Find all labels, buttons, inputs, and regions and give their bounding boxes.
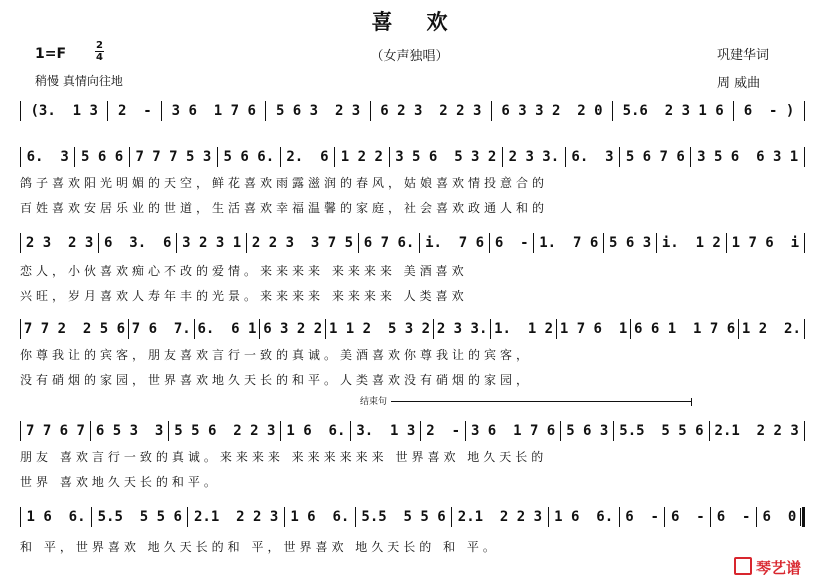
song-title: 喜欢 <box>371 10 482 34</box>
ending-bracket-tick <box>691 398 692 406</box>
measure: 3 6 1 7 6 <box>470 423 556 439</box>
staff-row-3 <box>20 232 805 254</box>
barline <box>20 101 21 121</box>
staff-row-4 <box>20 318 805 340</box>
staff-row-1 <box>20 100 805 122</box>
measure: 5 6 7 6 <box>625 149 685 165</box>
measure: 6 - ) <box>743 103 795 119</box>
measure: 5.5 5 5 6 <box>361 509 446 525</box>
measure: i. 1 2 <box>661 235 721 251</box>
measure: 6 - <box>716 509 751 525</box>
barline <box>709 421 710 441</box>
barline <box>619 507 620 527</box>
barline <box>259 319 260 339</box>
measure: 6 - <box>625 509 659 525</box>
barline <box>613 421 614 441</box>
measure: 1 6 6. <box>286 423 346 439</box>
barline <box>630 319 631 339</box>
ending-bracket-line <box>391 401 691 402</box>
barline <box>804 233 805 253</box>
measure: 5 6 3 <box>566 423 609 439</box>
watermark <box>734 557 801 578</box>
barline <box>284 507 285 527</box>
measure: 3 5 6 6 3 1 <box>697 149 799 165</box>
barline <box>491 101 492 121</box>
time-signature <box>95 40 104 63</box>
measure: 6 - <box>670 509 705 525</box>
barline <box>756 507 757 527</box>
lyric-line: 鸽子喜欢阳光明媚的天空，鲜花喜欢雨露滋润的春风，姑娘喜欢情投意合的 <box>20 176 549 190</box>
barline <box>565 147 566 167</box>
barline <box>265 101 266 121</box>
barline <box>664 507 665 527</box>
measure: 2 - <box>117 103 152 119</box>
barline <box>370 101 371 121</box>
barline <box>176 233 177 253</box>
staff-row-2 <box>20 146 805 168</box>
song-subtitle: （女声独唱） <box>370 49 449 64</box>
measure: 2.1 2 2 3 <box>714 423 799 439</box>
lyric-line: 百姓喜欢安居乐业的世道，生活喜欢幸福温馨的家庭，社会喜欢政通人和的 <box>20 201 549 215</box>
final-barline <box>802 507 805 527</box>
measure: 6 2 3 2 2 3 <box>380 103 482 119</box>
measure: 6 - <box>494 235 529 251</box>
staff-row-5 <box>20 420 805 442</box>
watermark-label: 琴艺谱 <box>755 559 801 577</box>
measure: 6. 3 <box>26 149 69 165</box>
barline <box>129 147 130 167</box>
lyric-line: 世界 喜欢地久天长的和平。 <box>20 475 220 489</box>
measure: 5 6 3 <box>608 235 652 251</box>
measure: 5 6 6 <box>81 149 124 165</box>
measure: 6 6 1 1 7 6 <box>634 321 736 337</box>
measure: 7 7 7 5 3 <box>135 149 212 165</box>
barline <box>690 147 691 167</box>
lyric-line: 和 平，世界喜欢 地久天长的和 平，世界喜欢 地久天长的 和 平。 <box>20 540 499 554</box>
barline <box>733 101 734 121</box>
barline <box>20 147 21 167</box>
lyric-line: 朋友 喜欢言行一致的真诚。来来来来 来来来来来来 世界喜欢 地久天长的 <box>20 450 548 464</box>
barline <box>20 421 21 441</box>
key-signature: 1=F <box>35 46 67 62</box>
lyric-line: 没有硝烟的家园，世界喜欢地久天长的和平。人类喜欢没有硝烟的家园， <box>20 373 533 387</box>
measure: 1 2 2 <box>340 149 383 165</box>
measure: 7 7 6 7 <box>25 423 85 439</box>
measure: 5.5 5 5 6 <box>97 509 182 525</box>
measure: 6 3. 6 <box>104 235 172 251</box>
barline <box>98 233 99 253</box>
time-signature-bottom: 4 <box>96 52 103 63</box>
barline <box>91 507 92 527</box>
composer-credit: 周 威曲 <box>717 76 761 91</box>
barline <box>280 421 281 441</box>
barline <box>619 147 620 167</box>
barline <box>246 233 247 253</box>
measure: 6 3 3 2 2 0 <box>501 103 603 119</box>
measure: i. 7 6 <box>425 235 485 251</box>
measure: 2. 6 <box>286 149 329 165</box>
measure: 1. 7 6 <box>539 235 599 251</box>
barline <box>325 319 326 339</box>
measure: 5 6 3 2 3 <box>275 103 361 119</box>
measure: 6. 3 <box>571 149 614 165</box>
measure: 3 5 6 5 3 2 <box>395 149 497 165</box>
measure: 3 6 1 7 6 <box>171 103 256 119</box>
barline <box>107 101 108 121</box>
barline <box>420 421 421 441</box>
measure: 5 6 6. <box>223 149 275 165</box>
barline <box>804 147 805 167</box>
barline <box>187 507 188 527</box>
music-logo-icon <box>734 557 752 575</box>
barline <box>20 233 21 253</box>
barline <box>20 319 21 339</box>
barline <box>804 421 805 441</box>
time-signature-top: 2 <box>96 40 103 51</box>
lyric-line: 兴旺，岁月喜欢人寿年丰的光景。来来来来 来来来来 人类喜欢 <box>20 289 468 303</box>
barline <box>804 319 805 339</box>
measure: 1 6 6. <box>26 509 86 525</box>
barline <box>355 507 356 527</box>
barline <box>726 233 727 253</box>
barline <box>489 233 490 253</box>
measure: 7 7 2 2 5 6 <box>23 321 126 337</box>
measure: 1 6 6. <box>554 509 614 525</box>
measure: 6 3 2 2 <box>263 321 323 337</box>
measure: 1. 1 2 <box>494 321 554 337</box>
measure: 1 7 6 1 <box>559 321 628 337</box>
barline <box>168 421 169 441</box>
ending-marker <box>360 394 692 407</box>
ending-label: 结束句 <box>360 397 388 407</box>
barline <box>533 233 534 253</box>
measure: 5.5 5 5 6 <box>619 423 704 439</box>
measure: 6 5 3 3 <box>95 423 164 439</box>
barline <box>490 319 491 339</box>
barline <box>465 421 466 441</box>
measure: 1 2 2. <box>741 321 801 337</box>
lyric-line: 你尊我让的宾客，朋友喜欢言行一致的真诚。美酒喜欢你尊我让的宾客， <box>20 348 533 362</box>
measure: 2.1 2 2 3 <box>193 509 279 525</box>
lyric-line: 恋人，小伙喜欢痴心不改的爱情。来来来来 来来来来 美酒喜欢 <box>20 264 468 278</box>
barline <box>804 101 805 121</box>
barline <box>194 319 195 339</box>
barline <box>90 421 91 441</box>
barline <box>419 233 420 253</box>
barline <box>612 101 613 121</box>
barline <box>358 233 359 253</box>
barline <box>433 319 434 339</box>
barline <box>334 147 335 167</box>
barline <box>20 507 21 527</box>
measure: 1 7 6 i <box>731 235 800 251</box>
barline <box>217 147 218 167</box>
measure: 3. 1 3 <box>356 423 416 439</box>
tempo-marking: 稍慢 真情向往地 <box>35 74 123 88</box>
measure: 6 7 6. <box>363 235 415 251</box>
measure: 2.1 2 2 3 <box>457 509 543 525</box>
measure: 6 0 <box>762 509 797 525</box>
measure: 5.6 2 3 1 6 <box>622 103 724 119</box>
barline <box>389 147 390 167</box>
barline <box>280 147 281 167</box>
measure: 1 1 2 5 3 2 <box>328 321 431 337</box>
measure: (3. 1 3 <box>30 103 98 119</box>
lyricist-credit: 巩建华词 <box>717 48 770 63</box>
barline <box>710 507 711 527</box>
barline <box>451 507 452 527</box>
measure: 1 6 6. <box>290 509 350 525</box>
barline <box>656 233 657 253</box>
measure: 7 6 7. <box>131 321 191 337</box>
measure: 5 5 6 2 2 3 <box>174 423 276 439</box>
barline <box>350 421 351 441</box>
barline <box>502 147 503 167</box>
barline <box>74 147 75 167</box>
measure: 2 - <box>426 423 461 439</box>
measure: 3 2 3 1 <box>182 235 242 251</box>
measure: 6. 6 1 <box>197 321 257 337</box>
barline <box>548 507 549 527</box>
barline <box>128 319 129 339</box>
measure: 2 2 3 3 7 5 <box>251 235 354 251</box>
measure: 2 3 2 3 <box>25 235 94 251</box>
measure: 2 3 3. <box>508 149 560 165</box>
staff-row-6 <box>20 506 805 528</box>
barline <box>738 319 739 339</box>
barline <box>556 319 557 339</box>
barline <box>603 233 604 253</box>
barline <box>161 101 162 121</box>
measure: 2 3 3. <box>436 321 488 337</box>
barline <box>560 421 561 441</box>
